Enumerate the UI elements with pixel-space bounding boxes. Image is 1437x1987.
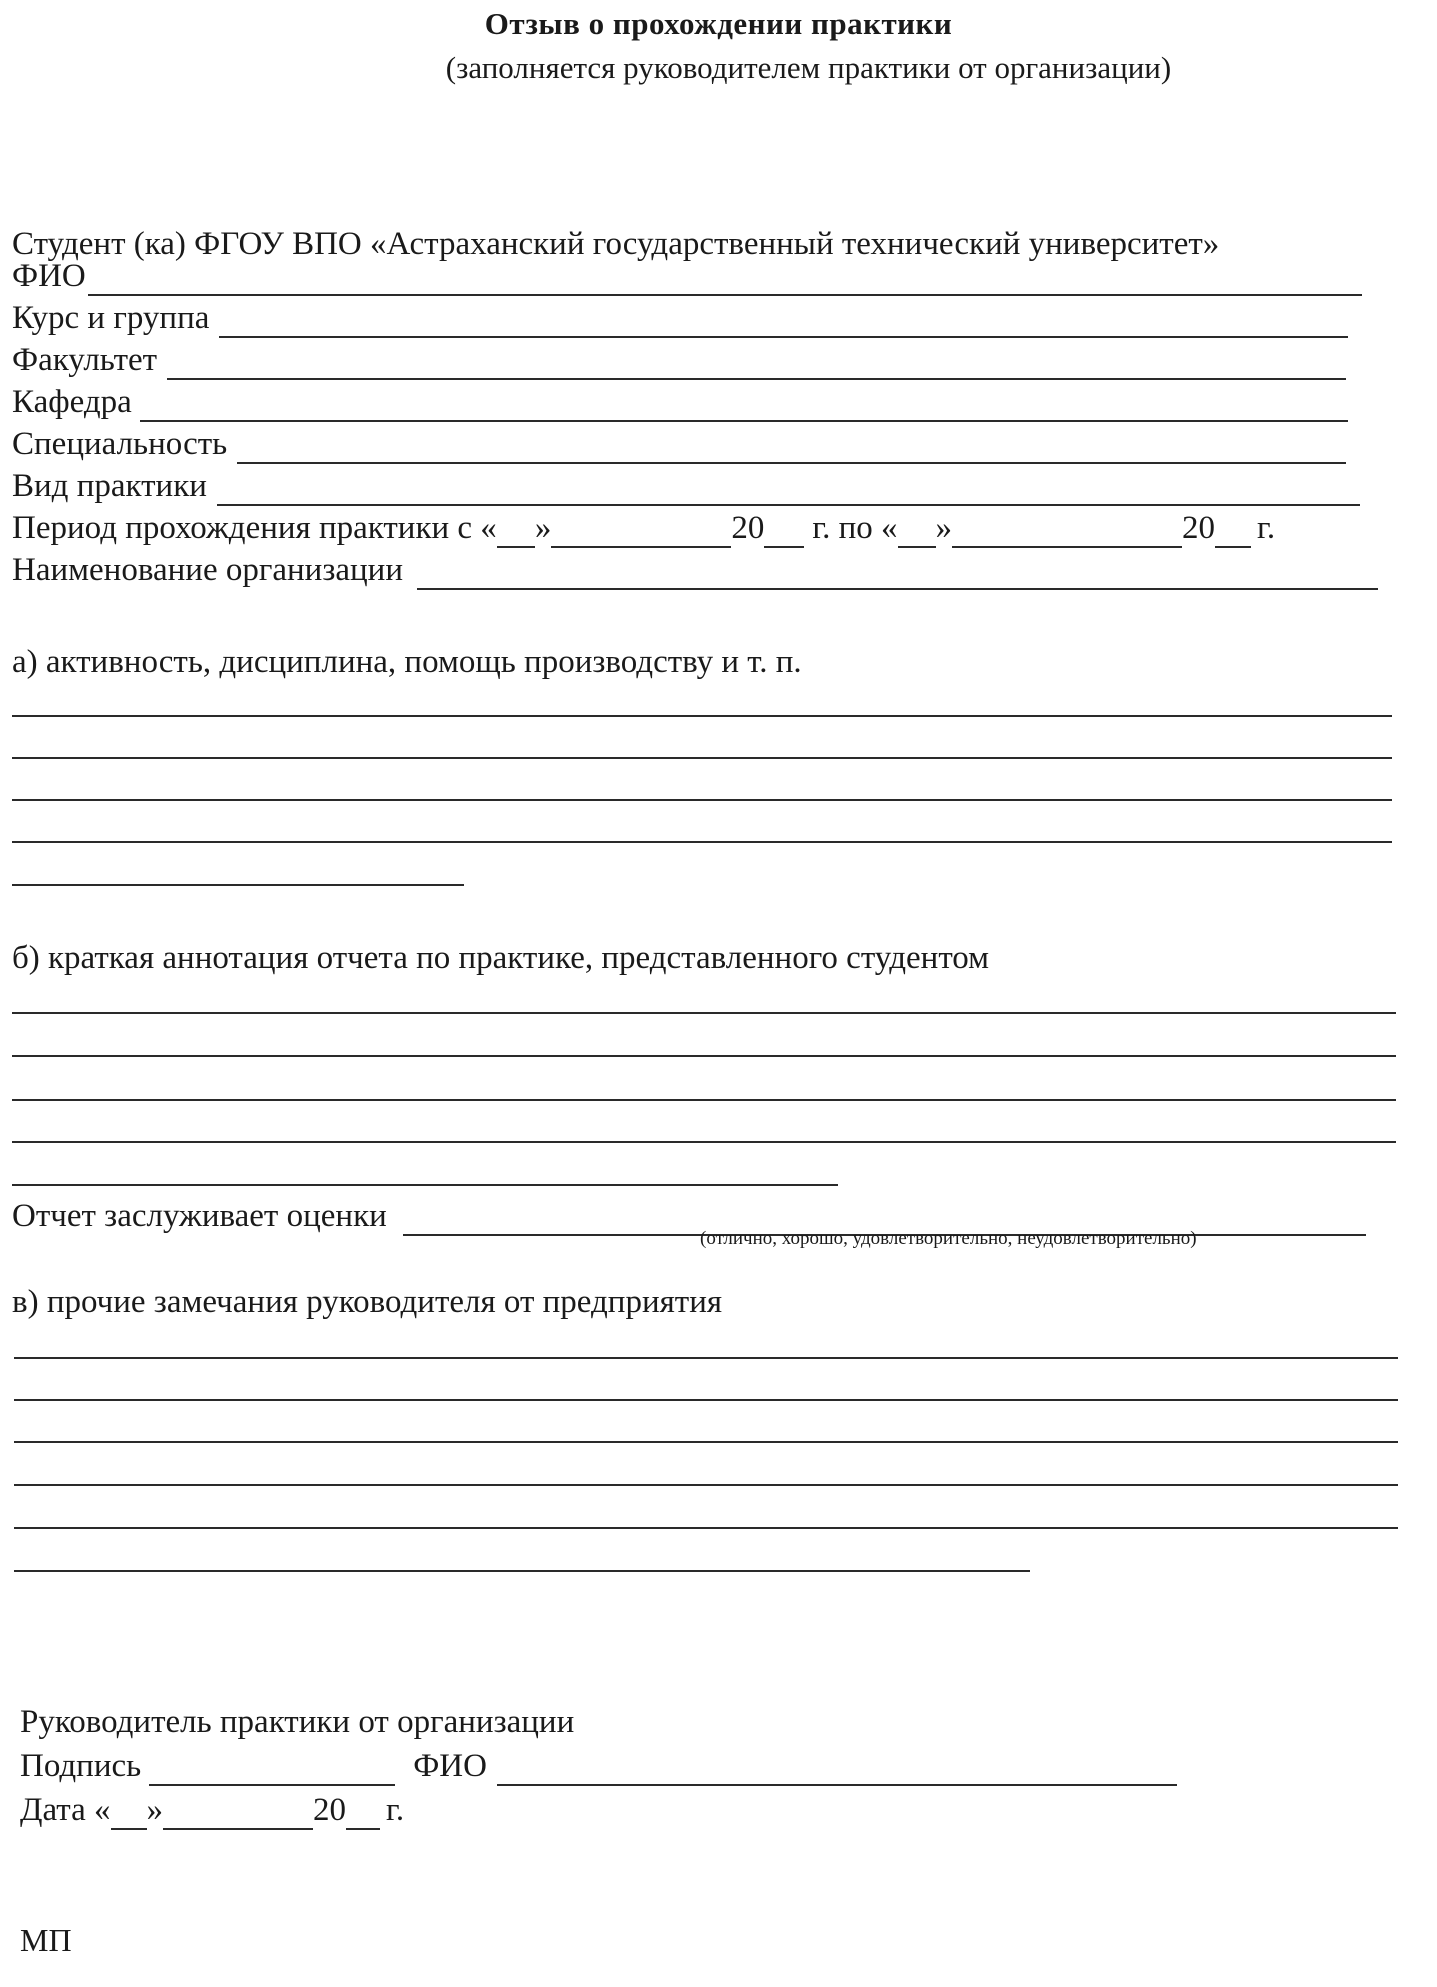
student-label: Студент (ка) ФГОУ ВПО «Астраханский государственный технический университет» [12, 226, 1220, 262]
section-a-line-1[interactable] [12, 715, 1392, 717]
section-a-line-3[interactable] [12, 799, 1392, 801]
section-c-line-2[interactable] [14, 1399, 1398, 1401]
signature-row [20, 1746, 1177, 1786]
period-to-label: г. по « [812, 510, 898, 546]
organization-label: Наименование организации [12, 552, 404, 588]
section-c-line-5[interactable] [14, 1527, 1398, 1529]
period-start-year-field[interactable] [764, 516, 804, 548]
section-b-line-3[interactable] [12, 1099, 1396, 1101]
section-b-line-4[interactable] [12, 1141, 1396, 1143]
section-a-line-4[interactable] [12, 841, 1392, 843]
faculty-row [12, 340, 1346, 380]
stamp-place-label: МП [20, 1922, 72, 1958]
date-row [20, 1790, 404, 1830]
practice-type-row [12, 466, 1360, 506]
period-start-month-field[interactable] [551, 516, 731, 548]
document-subtitle: (заполняется руководителем практики от организации) [445, 50, 1172, 85]
section-b-line-1[interactable] [12, 1012, 1396, 1014]
fio-label: ФИО [12, 258, 86, 294]
supervisor-fio-field[interactable] [497, 1754, 1177, 1786]
section-c-line-3[interactable] [14, 1441, 1398, 1443]
section-b-label: б) краткая аннотация отчета по практике, представленного студентом [12, 940, 990, 976]
period-year-suffix: г. [1257, 510, 1276, 546]
organization-field[interactable] [417, 558, 1378, 590]
fio-row [12, 256, 1362, 296]
date-year-suffix: г. [386, 1792, 405, 1828]
supervisor-label: Руководитель практики от организации [20, 1704, 575, 1740]
signature-field[interactable] [149, 1754, 395, 1786]
period-end-day-field[interactable] [898, 516, 936, 548]
specialty-row [12, 424, 1346, 464]
period-end-year-field[interactable] [1215, 516, 1251, 548]
section-a-label: а) активность, дисциплина, помощь производству и т. п. [12, 644, 802, 680]
specialty-field[interactable] [237, 432, 1346, 464]
date-day-field[interactable] [111, 1798, 147, 1830]
practice-type-field[interactable] [217, 474, 1360, 506]
document-title: Отзыв о прохождении практики [484, 6, 953, 41]
faculty-label: Факультет [12, 342, 158, 378]
practice-type-label: Вид практики [12, 468, 207, 504]
organization-row [12, 550, 1378, 590]
grade-hint: (отлично, хорошо, удовлетворительно, неудовлетворительно) [700, 1228, 1197, 1249]
course-field[interactable] [219, 306, 1348, 338]
course-row [12, 298, 1348, 338]
sign-label: Подпись [20, 1748, 142, 1784]
section-c-line-6[interactable] [14, 1570, 1030, 1572]
supervisor-fio-label: ФИО [413, 1748, 487, 1784]
section-c-line-4[interactable] [14, 1484, 1398, 1486]
department-row [12, 382, 1348, 422]
faculty-field[interactable] [167, 348, 1346, 380]
period-start-year-prefix: 20 [731, 510, 765, 546]
section-b-line-5[interactable] [12, 1184, 838, 1186]
date-quote-close: » [146, 1792, 164, 1828]
period-quote-close: » [534, 510, 552, 546]
date-year-field[interactable] [346, 1798, 380, 1830]
fio-field[interactable] [88, 264, 1362, 296]
department-field[interactable] [140, 390, 1348, 422]
period-end-month-field[interactable] [952, 516, 1182, 548]
section-c-label: в) прочие замечания руководителя от предприятия [12, 1284, 723, 1320]
period-quote-close-2: » [935, 510, 953, 546]
date-year-prefix: 20 [313, 1792, 347, 1828]
section-a-line-2[interactable] [12, 757, 1392, 759]
period-label: Период прохождения практики с « [12, 510, 497, 546]
period-end-year-prefix: 20 [1182, 510, 1216, 546]
period-row [12, 508, 1275, 548]
grade-label: Отчет заслуживает оценки [12, 1198, 387, 1234]
department-label: Кафедра [12, 384, 132, 420]
course-label: Курс и группа [12, 300, 210, 336]
date-month-field[interactable] [163, 1798, 313, 1830]
date-label: Дата « [20, 1792, 111, 1828]
period-start-day-field[interactable] [497, 516, 535, 548]
section-a-line-5[interactable] [12, 884, 464, 886]
section-b-line-2[interactable] [12, 1055, 1396, 1057]
section-c-line-1[interactable] [14, 1357, 1398, 1359]
specialty-label: Специальность [12, 426, 228, 462]
